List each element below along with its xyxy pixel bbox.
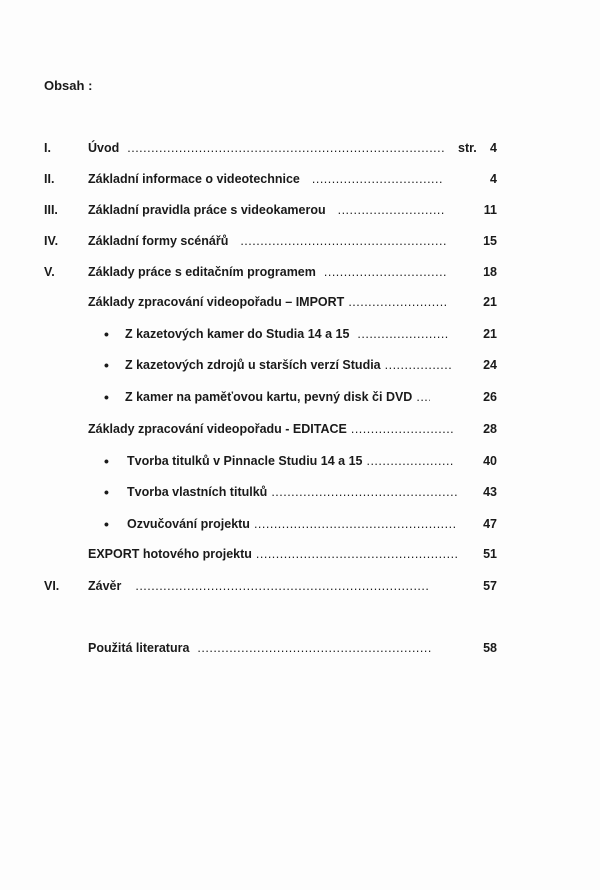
bullet-icon: • [104, 516, 109, 532]
page-number: 28 [483, 422, 497, 436]
toc-entry [88, 171, 443, 187]
dot-leader [324, 264, 446, 280]
page-number: 21 [483, 295, 497, 309]
toc-row [0, 389, 600, 405]
page-number: 4 [490, 141, 497, 155]
dot-leader [351, 421, 454, 437]
page-number: 26 [483, 390, 497, 404]
chapter-number: IV. [44, 234, 59, 248]
toc-row [0, 233, 600, 249]
toc-row [0, 546, 600, 562]
entry-title: Základní informace o videotechnice [88, 172, 300, 186]
dot-leader [254, 516, 457, 532]
toc-entry [125, 389, 455, 405]
toc-entry [88, 233, 446, 249]
dot-leader [338, 202, 444, 218]
toc-row [0, 421, 600, 437]
entry-title: Z kazetových kamer do Studia 14 a 15 [125, 327, 350, 341]
chapter-number: VI. [44, 579, 60, 593]
dot-leader [256, 546, 457, 562]
toc-entry [127, 453, 455, 469]
entry-title: Použitá literatura [88, 641, 190, 655]
toc-row [0, 453, 600, 469]
entry-title: Z kazetových zdrojů u starších verzí Studia [125, 358, 381, 372]
toc-entry [88, 264, 446, 280]
toc-heading: Obsah : [44, 78, 93, 93]
toc-entry [127, 484, 457, 500]
page-number: 24 [483, 358, 497, 372]
page-number: 47 [483, 517, 497, 531]
toc-entry [125, 326, 448, 342]
bullet-icon: • [104, 484, 109, 500]
toc-row [0, 171, 600, 187]
page-number: 43 [483, 485, 497, 499]
toc-entry [125, 357, 451, 373]
page-number: 4 [490, 172, 497, 186]
toc-entry [88, 640, 432, 656]
entry-title: Tvorba vlastních titulků [127, 485, 268, 499]
chapter-number: V. [44, 265, 55, 279]
toc-row [0, 294, 600, 310]
bullet-icon: • [104, 357, 109, 373]
page-number: 51 [483, 547, 497, 561]
entry-title: Základy práce s editačním programem [88, 265, 316, 279]
toc-row [0, 140, 600, 156]
dot-leader [127, 140, 444, 156]
entry-title: EXPORT hotového projektu [88, 547, 252, 561]
dot-leader [271, 484, 457, 500]
bullet-icon: • [104, 389, 109, 405]
toc-row [0, 357, 600, 373]
entry-title: Úvod [88, 141, 120, 155]
toc-row [0, 516, 600, 532]
toc-entry [88, 140, 444, 156]
entry-title: Ozvučování projektu [127, 517, 250, 531]
toc-entry [88, 421, 454, 437]
page-number: 57 [483, 579, 497, 593]
toc-row [0, 640, 600, 656]
entry-title: Základy zpracování videopořadu – IMPORT [88, 295, 345, 309]
page-number: 58 [483, 641, 497, 655]
toc-row [0, 484, 600, 500]
dot-leader [366, 453, 455, 469]
chapter-number: I. [44, 141, 51, 155]
entry-title: Závěr [88, 579, 122, 593]
dot-leader [348, 294, 446, 310]
dot-leader [312, 171, 443, 187]
dot-leader [385, 357, 451, 373]
page-number: 18 [483, 265, 497, 279]
page-number: 15 [483, 234, 497, 248]
page-label: str. [458, 141, 477, 155]
page-number: 21 [483, 327, 497, 341]
toc-entry [88, 202, 444, 218]
toc-row [0, 326, 600, 342]
page-number: 11 [483, 203, 497, 217]
entry-title: Základní pravidla práce s videokamerou [88, 203, 326, 217]
entry-title: Základní formy scénářů [88, 234, 229, 248]
dot-leader [197, 640, 432, 656]
dot-leader [135, 578, 428, 594]
bullet-icon: • [104, 453, 109, 469]
bullet-icon: • [104, 326, 109, 342]
dot-leader [416, 389, 430, 405]
entry-title: Z kamer na paměťovou kartu, pevný disk či DVD [125, 390, 413, 404]
chapter-number: III. [44, 203, 58, 217]
dot-leader [240, 233, 446, 249]
dot-leader [357, 326, 448, 342]
toc-row [0, 202, 600, 218]
toc-entry [88, 578, 428, 594]
entry-title: Základy zpracování videopořadu - EDITACE [88, 422, 347, 436]
chapter-number: II. [44, 172, 55, 186]
toc-row [0, 264, 600, 280]
toc-entry [88, 546, 457, 562]
toc-row [0, 578, 600, 594]
toc-entry [88, 294, 446, 310]
page-number: 40 [483, 454, 497, 468]
toc-entry [127, 516, 457, 532]
entry-title: Tvorba titulků v Pinnacle Studiu 14 a 15 [127, 454, 363, 468]
